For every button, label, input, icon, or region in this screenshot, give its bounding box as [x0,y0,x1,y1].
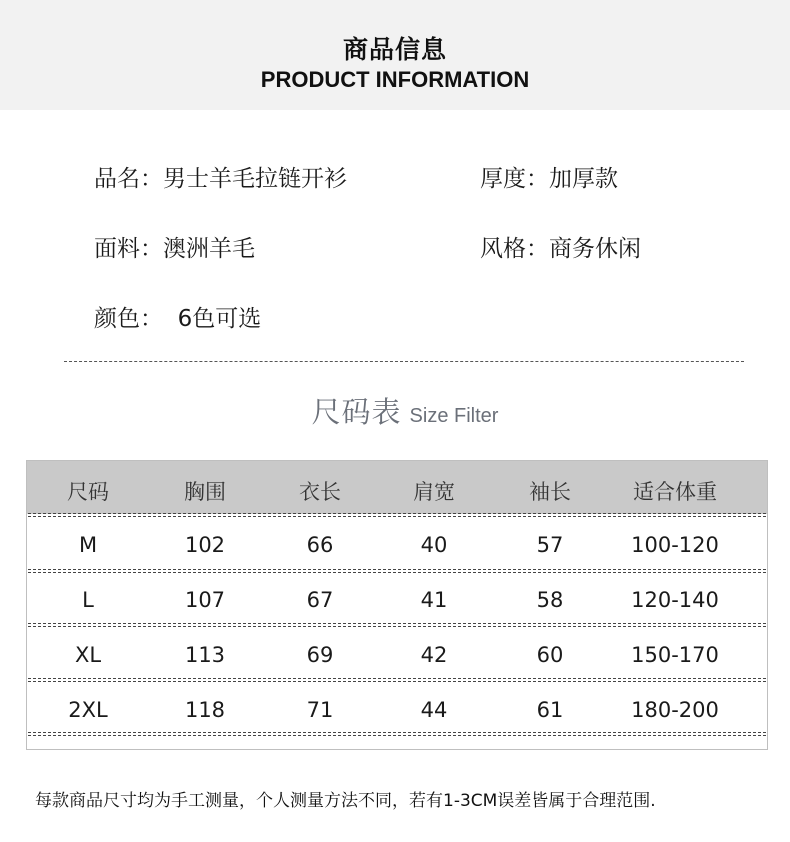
info-color: 颜色： 6色可选 [94,306,262,332]
info-thickness: 厚度：加厚款 [480,166,618,192]
table-cell: 102 [184,533,226,557]
info-product-name: 品名：男士羊毛拉链开衫 [94,166,347,192]
header-cell-shoulder: 肩宽 [413,480,455,504]
table-cell: M [78,533,98,557]
size-chart-title-cn: 尺码表 [311,395,402,429]
header-cell-length: 衣长 [299,480,341,504]
table-cell: 42 [420,643,448,667]
table-cell: XL [74,643,102,667]
table-cell: 100-120 [631,533,719,557]
table-cell: 113 [184,643,226,667]
table-cell: 67 [306,588,334,612]
row-divider [28,513,766,517]
header-cell-chest: 胸围 [184,480,226,504]
row-divider [28,678,766,682]
measurement-note: 每款商品尺寸均为手工测量，个人测量方法不同，若有1-3CM误差皆属于合理范围. [35,791,656,811]
table-cell: 180-200 [631,698,719,722]
table-cell: 69 [306,643,334,667]
table-cell: 150-170 [631,643,719,667]
table-cell: 40 [420,533,448,557]
table-cell: 120-140 [631,588,719,612]
table-cell: 107 [184,588,226,612]
header-cell-weight: 适合体重 [633,480,717,504]
header-cell-sleeve: 袖长 [529,480,571,504]
header-title-cn: 商品信息 [342,35,447,64]
table-cell: L [82,588,94,612]
table-cell: 2XL [68,698,108,722]
header-cell-size: 尺码 [67,480,109,504]
table-cell: 118 [184,698,226,722]
table-cell: 58 [536,588,564,612]
table-cell: 57 [536,533,564,557]
size-chart-title-en: Size Filter [409,405,499,427]
table-cell: 44 [420,698,448,722]
row-divider [28,732,766,736]
table-cell: 41 [420,588,448,612]
info-fabric: 面料：澳洲羊毛 [94,236,255,262]
table-cell: 66 [306,533,334,557]
table-cell: 60 [536,643,564,667]
table-cell: 61 [536,698,564,722]
size-chart-title [0,390,790,431]
row-divider [28,569,766,573]
table-cell: 71 [306,698,334,722]
info-style: 风格：商务休闲 [480,236,641,262]
row-divider [28,623,766,627]
section-divider [64,361,744,362]
header-title-en: PRODUCT INFORMATION [260,67,530,92]
